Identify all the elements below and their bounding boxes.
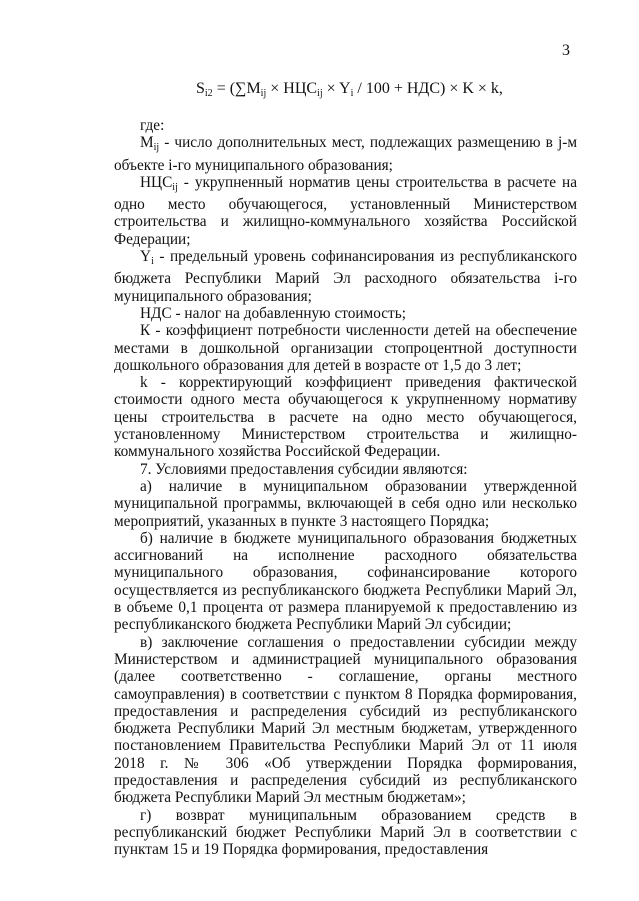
formula-sub-2: ij <box>317 88 323 99</box>
formula-lhs: S <box>196 80 205 97</box>
where-label: где: <box>140 117 165 134</box>
def-ncs-symbol: НЦС <box>140 173 173 191</box>
definition-k-small: k - корректирующий коэффициент приведения фактической стоимости одного места обучающегося к укрупненному нормативу цены строительства в расчете на одно место обучающегося, установленному Министерством строительства и жилищно-коммунального хозяйства Российской Федерации. <box>114 374 577 461</box>
def-y-symbol: Y <box>140 248 152 266</box>
def-y-text: - предельный уровень софинансирования из республиканского бюджета Республики Марий Эл расходного обязательства i-го муниципального образования; <box>114 248 577 305</box>
formula-sub-3: i <box>350 88 354 99</box>
formula-part-3: × Y <box>322 80 351 97</box>
clause-a: а) наличие в муниципальном образовании утвержденной муниципальной программы, включающей в себя одно или несколько мероприятий, указанных в пункте 3 настоящего Порядка; <box>114 477 577 530</box>
definition-y <box>114 248 577 305</box>
formula <box>196 80 503 99</box>
definition-k-big: К - коэффициент потребности численности детей на обеспечение местами в дошкольной организации стопроцентной доступности дошкольного образования для детей в возрасте от 1,5 до 3 лет; <box>114 322 577 374</box>
formula-part-2: × НЦС <box>266 80 318 97</box>
formula-part-4: / 100 + НДС) × K × k, <box>353 80 503 97</box>
formula-lhs-sub: i2 <box>204 88 213 99</box>
def-m-text: - число дополнительных мест, подлежащих размещению в j-м объекте i-го муниципального образования; <box>114 134 577 174</box>
clause-v: в) заключение соглашения о предоставлении субсидии между Министерством и администрацией муниципального образования (далее соответственно - соглашение, органы местного самоуправления) в соответствии с пунктом 8 Порядка формирования, предоставления и распределения субсидий из республиканского бюджета Республики Марий Эл местным бюджетам, утвержденного постановлением Правительства Республики Марий Эл от 11 июля 2018 г. № 306 «Об утверждении Порядка формирования, предоставления и распределения субсидий из республиканского бюджета Республики Марий Эл местным бюджетам»; <box>114 633 577 807</box>
def-ncs-sub: ij <box>172 181 178 193</box>
formula-sub-1: ij <box>260 88 267 99</box>
definition-nds: НДС - налог на добавленную стоимость; <box>140 304 406 322</box>
def-ncs-text: - укрупненный норматив цены строительства в расчете на одно место обучающегося, установленный Министерством строительства и жилищно-коммунального хозяйства Российской Федерации; <box>114 173 577 248</box>
document-body <box>114 117 577 858</box>
formula-part-1: = (∑M <box>212 80 261 97</box>
def-m-symbol: M <box>140 134 154 152</box>
def-m-sub: ij <box>153 142 160 154</box>
def-y-sub: i <box>151 256 154 268</box>
definition-m <box>114 134 577 174</box>
definition-ncs <box>114 174 577 248</box>
clause-g: г) возврат муниципальным образованием средств в республиканский бюджет Республики Марий Эл в соответствии с пунктам 15 и 19 Порядка формирования, предоставления <box>114 806 577 859</box>
clause-b: б) наличие в бюджете муниципального образования бюджетных ассигнований на исполнение расходного обязательства муниципального образования, софинансирование которого осуществляется из республиканского бюджета Республики Марий Эл, в объеме 0,1 процента от размера планируемой к предоставлению из республиканского бюджета Республики Марий Эл субсидии; <box>114 529 577 634</box>
page-number: 3 <box>562 42 570 59</box>
section-7-heading: 7. Условиями предоставления субсидии являются: <box>140 460 468 478</box>
